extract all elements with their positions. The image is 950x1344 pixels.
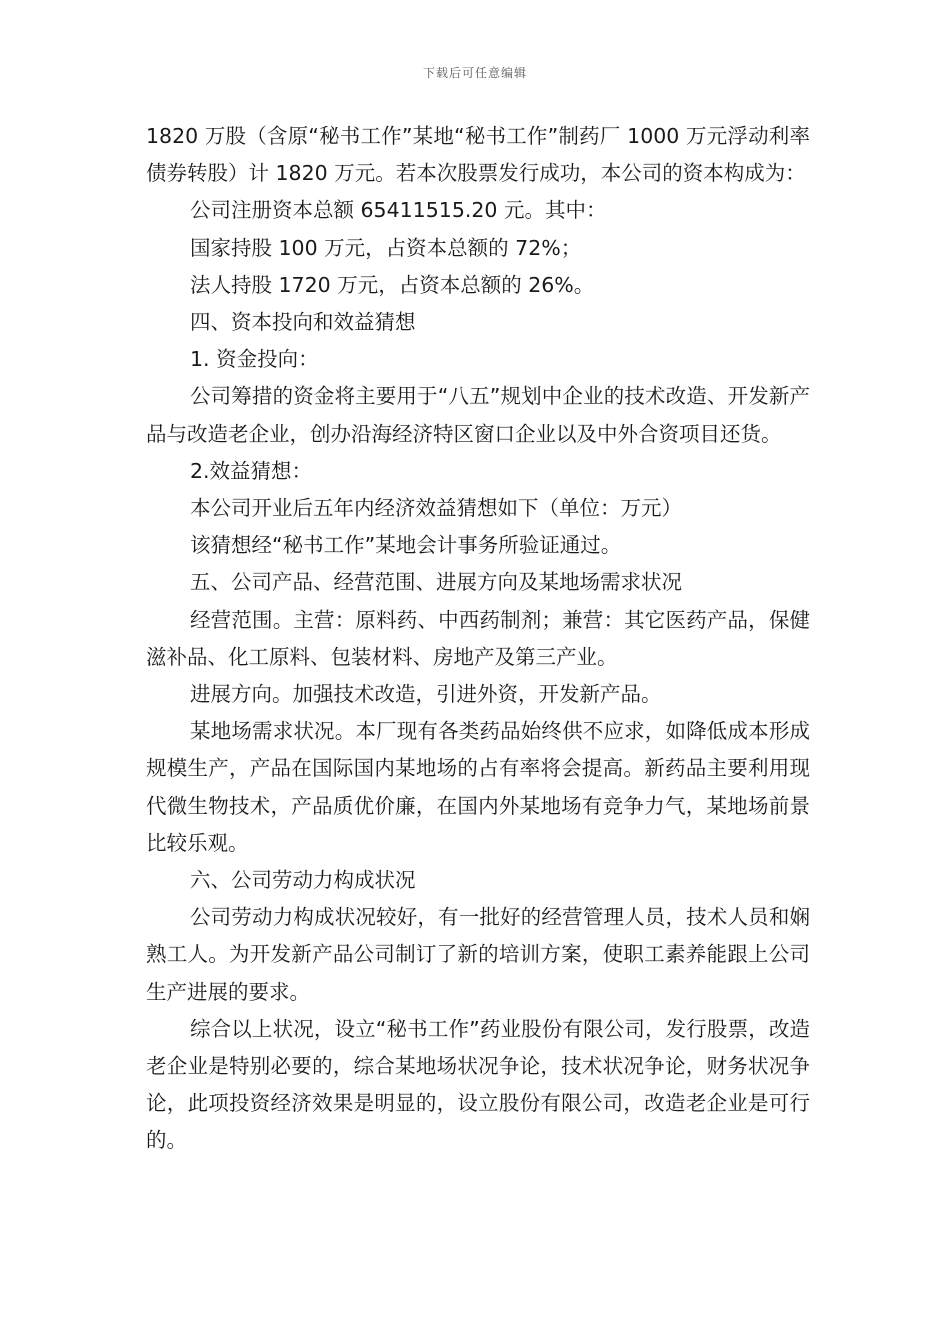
paragraph: 该猜想经“秘书工作”某地会计事务所验证通过。 xyxy=(190,533,622,558)
subsection-heading: 2.效益猜想： xyxy=(190,458,313,483)
paragraph: 本公司开业后五年内经济效益猜想如下（单位：万元） xyxy=(190,496,682,521)
paragraph: 法人持股 1720 万元，占资本总额的 26%。 xyxy=(190,272,595,297)
paragraph: 公司筹措的资金将主要用于“八五”规划中企业的技术改造、开发新产品与改造老企业，创办沿海经济特区窗口企业以及中外合资项目还货。 xyxy=(146,384,810,446)
section-heading: 六、公司劳动力构成状况 xyxy=(190,868,416,893)
paragraph: 公司注册资本总额 65411515.20 元。其中： xyxy=(190,198,607,223)
paragraph: 进展方向。加强技术改造，引进外资，开发新产品。 xyxy=(190,682,662,707)
document-body xyxy=(146,118,810,1160)
paragraph: 1820 万股（含原“秘书工作”某地“秘书工作”制药厂 1000 万元浮动利率债券转股）计 1820 万元。若本次股票发行成功，本公司的资本构成为： xyxy=(146,124,810,186)
paragraph: 某地场需求状况。本厂现有各类药品始终供不应求，如降低成本形成规模生产，产品在国际国内某地场的占有率将会提高。新药品主要利用现代微生物技术，产品质优价廉，在国内外某地场有竞争力气，某地场前景比较乐观。 xyxy=(146,719,810,855)
subsection-heading: 1. 资金投向： xyxy=(190,347,319,372)
paragraph: 公司劳动力构成状况较好，有一批好的经营管理人员，技术人员和娴熟工人。为开发新产品公司制订了新的培训方案，使职工素养能跟上公司生产进展的要求。 xyxy=(146,905,810,1004)
paragraph: 综合以上状况，设立“秘书工作”药业股份有限公司，发行股票，改造老企业是特别必要的，综合某地场状况争论，技术状况争论，财务状况争论，此项投资经济效果是明显的，设立股份有限公司，改造老企业是可行的。 xyxy=(146,1016,810,1153)
page-header: 下载后可任意编辑 xyxy=(422,66,527,80)
paragraph: 国家持股 100 万元，占资本总额的 72%； xyxy=(190,235,582,260)
paragraph: 经营范围。主营：原料药、中西药制剂；兼营：其它医药产品，保健滋补品、化工原料、包装材料、房地产及第三产业。 xyxy=(146,607,810,669)
section-heading: 四、资本投向和效益猜想 xyxy=(190,310,416,335)
section-heading: 五、公司产品、经营范围、进展方向及某地场需求状况 xyxy=(190,570,682,595)
